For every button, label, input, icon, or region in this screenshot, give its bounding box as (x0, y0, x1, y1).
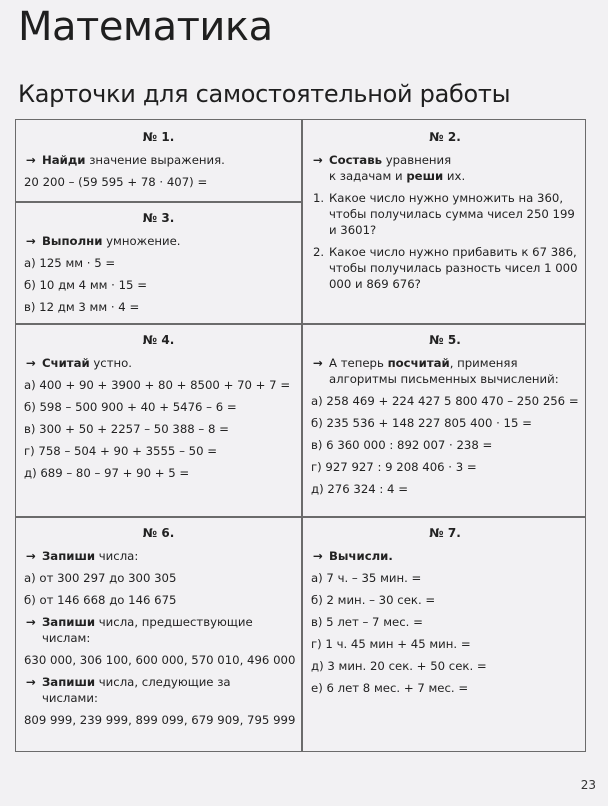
instruction-text: умножение. (102, 234, 181, 248)
exercise-item: а) от 300 297 до 300 305 (24, 571, 177, 585)
instruction (24, 355, 293, 371)
card-number: № 3. (142, 211, 175, 225)
instruction (311, 355, 579, 387)
exercise-item: б) от 146 668 до 146 675 (24, 593, 177, 607)
exercise-item: а) 400 + 90 + 3900 + 80 + 8500 + 70 + 7 = (24, 378, 291, 392)
instruction (24, 548, 293, 564)
exercise-item: а) 7 ч. – 35 мин. = (311, 571, 422, 585)
exercise-item: а) 258 469 + 224 427 5 800 470 – 250 256 = (311, 394, 579, 408)
instruction-text: их. (443, 169, 466, 183)
instruction (24, 233, 293, 249)
instruction (24, 614, 293, 646)
exercise-item: б) 2 мин. – 30 сек. = (311, 593, 436, 607)
instruction-text: числа, следующие за (95, 675, 231, 689)
expression: 20 200 – (59 595 + 78 · 407) = (24, 175, 208, 189)
card-number: № 6. (142, 526, 175, 540)
instruction (311, 548, 579, 564)
instruction-keyword: посчитай (387, 356, 450, 370)
instruction-text: числа: (95, 549, 139, 563)
task-item (311, 244, 579, 292)
horizontal-divider-c1 (16, 201, 301, 203)
instruction-keyword: Составь (329, 153, 382, 167)
exercise-item: б) 10 дм 4 мм · 15 = (24, 278, 147, 292)
instruction-text: числами: (42, 691, 98, 705)
exercise-item: в) 6 360 000 : 892 007 · 238 = (311, 438, 493, 452)
instruction-keyword: Найди (42, 153, 86, 167)
instruction-text: к задачам и (329, 169, 407, 183)
task-text: Какое число нужно прибавить к 67 386, чтобы получилась разность чисел 1 000 000 и 869 676? (329, 245, 578, 291)
instruction-keyword: Запиши (42, 549, 96, 563)
instruction-text: , применяя (449, 356, 518, 370)
exercise-item: в) 300 + 50 + 2257 – 50 388 – 8 = (24, 422, 229, 436)
arrow-icon: → (313, 356, 323, 370)
task-item (311, 190, 579, 238)
instruction (311, 152, 579, 184)
exercise-item: е) 6 лет 8 мес. + 7 мес. = (311, 681, 469, 695)
exercise-item: б) 598 – 500 900 + 40 + 5476 – 6 = (24, 400, 237, 414)
instruction-keyword: Запиши (42, 615, 96, 629)
instruction-text: устно. (89, 356, 133, 370)
arrow-icon: → (26, 356, 36, 370)
arrow-icon: → (26, 153, 36, 167)
exercise-item: в) 12 дм 3 мм · 4 = (24, 300, 140, 314)
instruction-text: А теперь (329, 356, 388, 370)
number-list: 630 000, 306 100, 600 000, 570 010, 496 000 (24, 653, 296, 667)
card-4 (16, 332, 301, 487)
arrow-icon: → (26, 615, 36, 629)
card-2 (303, 129, 587, 298)
arrow-icon: → (313, 549, 323, 563)
arrow-icon: → (26, 675, 36, 689)
page-subtitle: Карточки для самостоятельной работы (18, 80, 511, 108)
instruction-text: алгоритмы письменных вычислений: (329, 372, 559, 386)
card-1 (16, 129, 301, 196)
exercise-item: а) 125 мм · 5 = (24, 256, 116, 270)
instruction-text: числа, предшествующие (95, 615, 253, 629)
card-number: № 4. (142, 333, 175, 347)
exercise-item: в) 5 лет – 7 мес. = (311, 615, 423, 629)
page-number: 23 (580, 778, 596, 792)
exercise-item: д) 276 324 : 4 = (311, 482, 408, 496)
exercise-item: г) 1 ч. 45 мин + 45 мин. = (311, 637, 471, 651)
task-text: Какое число нужно умножить на 360, чтобы получилась сумма чисел 250 199 и 3601? (329, 191, 575, 237)
cards-grid (15, 119, 586, 752)
card-6 (16, 525, 301, 734)
exercise-item: г) 758 – 504 + 90 + 3555 – 50 = (24, 444, 218, 458)
instruction-keyword: Запиши (42, 675, 96, 689)
task-number: 1. (313, 191, 325, 205)
arrow-icon: → (26, 549, 36, 563)
card-number: № 1. (142, 130, 175, 144)
task-number: 2. (313, 245, 325, 259)
instruction-keyword: Считай (42, 356, 90, 370)
instruction-keyword: реши (406, 169, 444, 183)
card-number: № 7. (429, 526, 461, 540)
horizontal-divider-row3 (16, 516, 585, 518)
instruction-text: уравнения (381, 153, 452, 167)
card-5 (303, 332, 587, 503)
arrow-icon: → (26, 234, 36, 248)
instruction-keyword: Вычисли. (329, 549, 393, 563)
exercise-item: д) 3 мин. 20 сек. + 50 сек. = (311, 659, 487, 673)
instruction-keyword: Выполни (42, 234, 103, 248)
exercise-item: г) 927 927 : 9 208 406 · 3 = (311, 460, 477, 474)
card-number: № 5. (429, 333, 461, 347)
number-list: 809 999, 239 999, 899 099, 679 909, 795 999 (24, 713, 296, 727)
subject-title: Математика (18, 4, 273, 50)
exercise-item: б) 235 536 + 148 227 805 400 · 15 = (311, 416, 532, 430)
instruction-text: значение выражения. (85, 153, 225, 167)
horizontal-divider-row2 (16, 323, 585, 325)
arrow-icon: → (313, 153, 323, 167)
instruction-text: числам: (42, 631, 91, 645)
instruction (24, 674, 293, 706)
exercise-item: д) 689 – 80 – 97 + 90 + 5 = (24, 466, 190, 480)
card-number: № 2. (429, 130, 461, 144)
card-7 (303, 525, 587, 702)
instruction (24, 152, 293, 168)
card-3 (16, 210, 301, 321)
